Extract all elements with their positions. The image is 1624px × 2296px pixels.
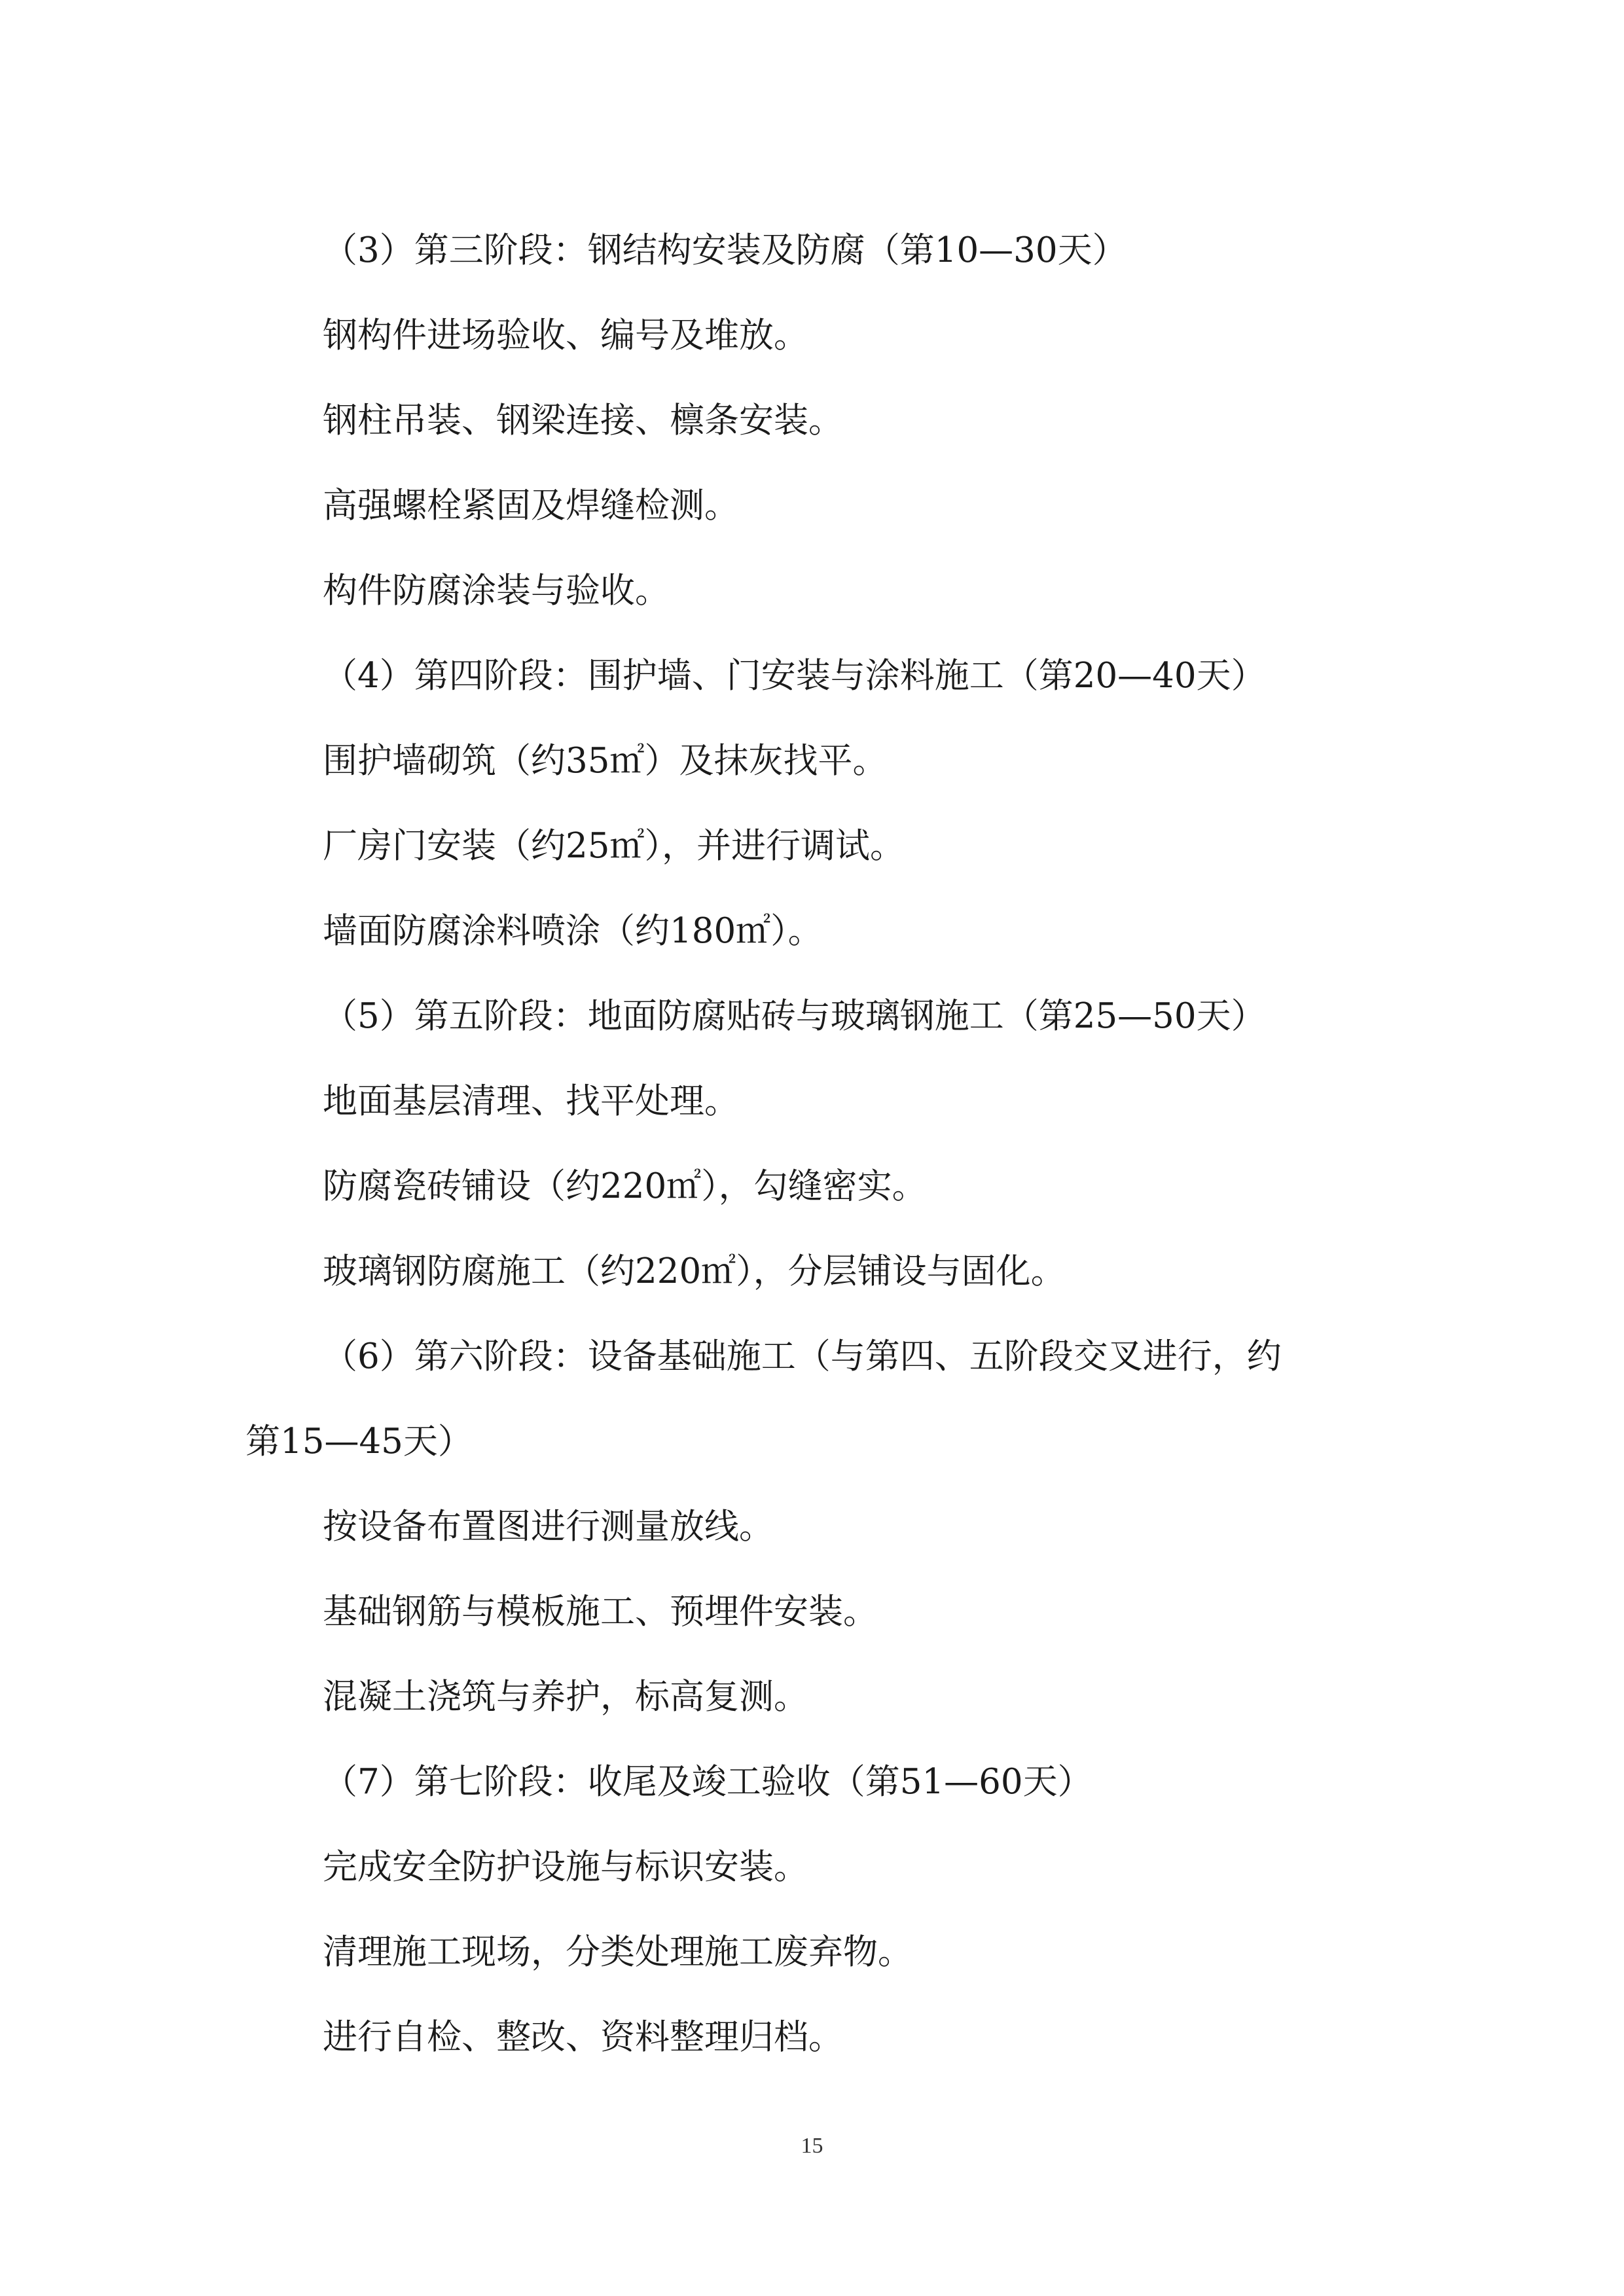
section-heading-3: （3）第三阶段：钢结构安装及防腐（第10—30天） (323, 230, 1127, 270)
paragraph-line: 墙面防腐涂料喷涂（约180㎡）。 (323, 911, 823, 951)
paragraph-line: 完成安全防护设施与标识安装。 (323, 1847, 808, 1887)
section-heading-6-continuation: 第15—45天） (245, 1422, 473, 1462)
body-text (245, 208, 1398, 2080)
paragraph-line: 钢构件进场验收、编号及堆放。 (323, 315, 808, 355)
paragraph-line: 进行自检、整改、资料整理归档。 (323, 2017, 843, 2057)
section-heading-4: （4）第四阶段：围护墙、门安装与涂料施工（第20—40天） (323, 656, 1266, 696)
paragraph-line: 厂房门安装（约25㎡），并进行调试。 (323, 826, 905, 866)
paragraph-line: 高强螺栓紧固及焊缝检测。 (323, 486, 739, 526)
page-number: 15 (801, 2134, 823, 2158)
paragraph-line: 基础钢筋与模板施工、预埋件安装。 (323, 1592, 878, 1632)
section-heading-7: （7）第七阶段：收尾及竣工验收（第51—60天） (323, 1762, 1092, 1802)
paragraph-line: 清理施工现场，分类处理施工废弃物。 (323, 1932, 912, 1972)
paragraph-line: 玻璃钢防腐施工（约220㎡），分层铺设与固化。 (323, 1251, 1066, 1291)
paragraph-line: 构件防腐涂装与验收。 (323, 571, 670, 611)
section-heading-6: （6）第六阶段：设备基础施工（与第四、五阶段交叉进行，约 (323, 1336, 1282, 1376)
paragraph-line: 防腐瓷砖铺设（约220㎡），勾缝密实。 (323, 1166, 927, 1206)
paragraph-line: 钢柱吊装、钢梁连接、檩条安装。 (323, 401, 843, 440)
section-heading-5: （5）第五阶段：地面防腐贴砖与玻璃钢施工（第25—50天） (323, 996, 1266, 1036)
paragraph-line: 地面基层清理、找平处理。 (323, 1081, 739, 1121)
paragraph-line: 围护墙砌筑（约35㎡）及抹灰找平。 (323, 741, 888, 781)
paragraph-line: 按设备布置图进行测量放线。 (323, 1507, 774, 1547)
paragraph-line: 混凝土浇筑与养护，标高复测。 (323, 1677, 808, 1717)
